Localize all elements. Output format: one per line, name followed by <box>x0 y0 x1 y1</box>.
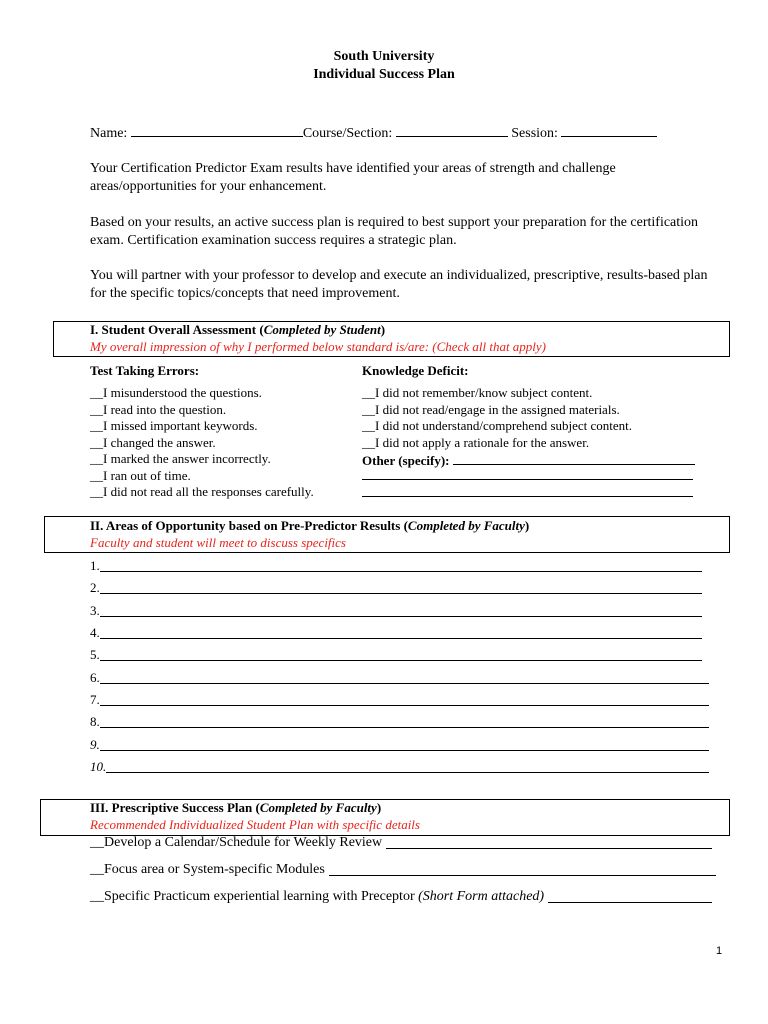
course-field[interactable] <box>396 123 508 137</box>
partner-paragraph: You will partner with your professor to develop and execute an individualized, prescriptive, results-based plan for the specific topics/concepts that need improvement. <box>90 268 708 301</box>
check-item[interactable]: __I did not read/engage in the assigned materials. <box>362 401 620 417</box>
name-label: Name: <box>90 126 128 141</box>
opportunity-line: 1. <box>90 558 702 575</box>
plan-field[interactable] <box>548 888 712 903</box>
opportunity-field[interactable] <box>100 670 709 684</box>
check-item[interactable]: __I did not understand/comprehend subject content. <box>362 418 633 433</box>
other-field[interactable] <box>453 451 695 465</box>
plan-item-calendar: __Develop a Calendar/Schedule for Weekly Review <box>90 834 712 852</box>
opportunity-line: 10. <box>90 759 709 776</box>
check-item[interactable]: __I did not apply a rationale for the answer. <box>362 434 590 450</box>
check-item[interactable]: __I did not read all the responses carefully. <box>90 484 314 499</box>
opportunity-line: 9. <box>90 737 709 754</box>
section2-heading: II. Areas of Opportunity based on Pre-Predictor Results (Completed by Faculty) <box>90 518 530 533</box>
document-title: Individual Success Plan <box>313 67 455 82</box>
opportunity-field[interactable] <box>100 558 702 572</box>
plan-field[interactable] <box>386 834 712 849</box>
knowledge-list <box>362 385 712 451</box>
other-specify-row <box>362 451 695 470</box>
opportunity-line: 5. <box>90 647 702 664</box>
plan-item-practicum: __Specific Practicum experiential learning with Preceptor (Short Form attached) <box>90 888 712 906</box>
opportunity-field[interactable] <box>100 625 702 639</box>
section3-heading: III. Prescriptive Success Plan (Completed by Faculty) <box>90 800 382 815</box>
check-item[interactable]: __I changed the answer. <box>90 434 216 450</box>
other-label: Other (specify): <box>362 453 450 468</box>
check-item[interactable]: __I ran out of time. <box>90 467 191 483</box>
section1-heading: I. Student Overall Assessment (Completed by Student) <box>90 322 386 337</box>
section2-instruction: Faculty and student will meet to discuss specifics <box>90 535 346 550</box>
opportunity-line: 4. <box>90 625 702 642</box>
opportunity-line: 7. <box>90 692 709 709</box>
test-errors-list <box>90 385 360 501</box>
plan-item-focus: __Focus area or System-specific Modules <box>90 861 716 879</box>
opportunity-line: 8. <box>90 714 709 731</box>
opportunity-line: 6. <box>90 670 709 687</box>
opportunity-line: 2. <box>90 580 702 597</box>
test-errors-title: Test Taking Errors: <box>90 363 200 378</box>
name-field[interactable] <box>131 123 303 137</box>
other-line-2[interactable] <box>362 479 693 480</box>
university-name: South University <box>333 49 435 64</box>
opportunity-field[interactable] <box>100 603 702 617</box>
opportunity-field[interactable] <box>100 580 702 594</box>
page-number: 1 <box>716 945 723 957</box>
opportunity-line: 3. <box>90 603 702 620</box>
check-item[interactable]: __I did not remember/know subject content. <box>362 385 593 400</box>
info-fields-row <box>90 123 710 143</box>
opportunity-field[interactable] <box>100 737 709 751</box>
plan-field[interactable] <box>329 861 716 876</box>
check-item[interactable]: __I missed important keywords. <box>90 418 258 433</box>
check-item[interactable]: __I misunderstood the questions. <box>90 385 262 400</box>
opportunity-field[interactable] <box>100 714 709 728</box>
section3-instruction: Recommended Individualized Student Plan with specific details <box>90 817 420 832</box>
opportunity-field[interactable] <box>100 647 702 661</box>
opportunity-field[interactable] <box>106 759 709 773</box>
session-field[interactable] <box>561 123 657 137</box>
section1-instruction: My overall impression of why I performed below standard is/are: (Check all that apply) <box>90 339 547 354</box>
other-line-3[interactable] <box>362 496 693 497</box>
course-label: Course/Section: <box>302 126 393 141</box>
plan-paragraph: Based on your results, an active success plan is required to best support your preparation for the certification exam. Certification examination success requires a strategic plan. <box>90 215 699 248</box>
session-label: Session: <box>511 126 558 141</box>
check-item[interactable]: __I read into the question. <box>90 401 227 417</box>
opportunity-field[interactable] <box>100 692 709 706</box>
knowledge-title: Knowledge Deficit: <box>362 363 469 378</box>
intro-paragraph: Your Certification Predictor Exam results have identified your areas of strength and challenge areas/opportunities for your enhancement. <box>90 161 616 194</box>
check-item[interactable]: __I marked the answer incorrectly. <box>90 451 271 466</box>
